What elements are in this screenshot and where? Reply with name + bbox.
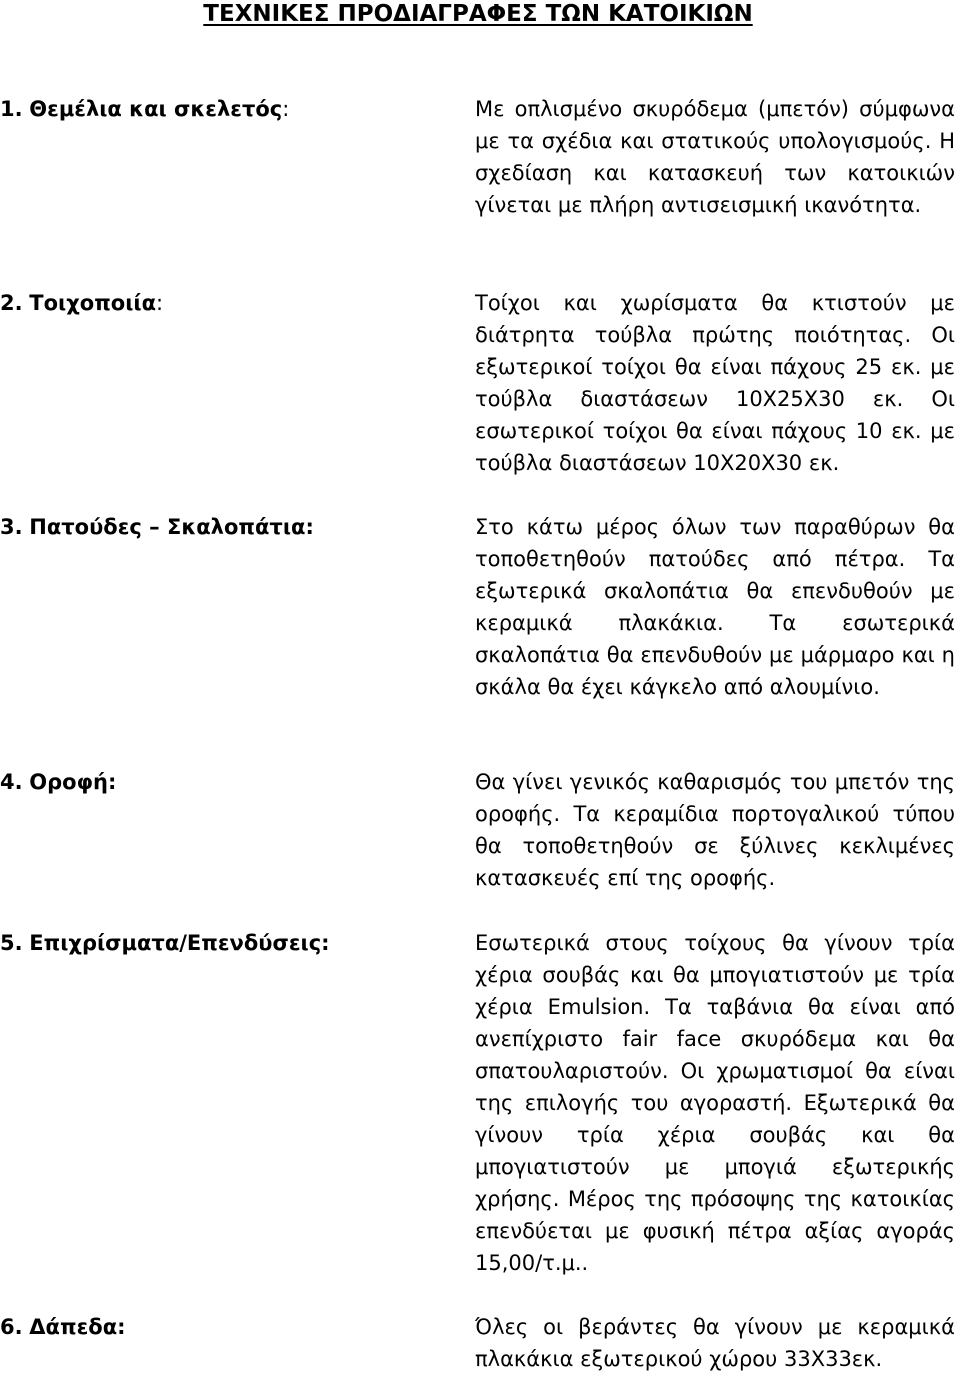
section-heading bbox=[0, 1311, 126, 1343]
section-text: Όλες οι βεράντες θα γίνουν με κεραμικά πλακάκια εξωτερικού χώρου 33Χ33εκ. bbox=[475, 1315, 955, 1371]
section-name: Τοιχοποιία bbox=[29, 291, 157, 315]
section-heading bbox=[0, 511, 314, 543]
section-name: Πατούδες – Σκαλοπάτια: bbox=[29, 515, 314, 539]
section-text: Θα γίνει γενικός καθαρισμός του μπετόν της οροφής. Τα κεραμίδια πορτογαλικού τύπου θα τοποθετηθούν σε ξύλινες κεκλιμένες κατασκευές επί της οροφής. bbox=[475, 770, 955, 890]
section-name: Οροφή: bbox=[29, 770, 117, 794]
section-suffix: : bbox=[282, 97, 290, 121]
section-number: 3. bbox=[0, 515, 23, 539]
section-heading bbox=[0, 287, 163, 319]
section-heading bbox=[0, 927, 330, 959]
section-number: 6. bbox=[0, 1315, 23, 1339]
section-number: 4. bbox=[0, 770, 23, 794]
document-title: ΤΕΧΝΙΚΕΣ ΠΡΟΔΙΑΓΡΑΦΕΣ ΤΩΝ ΚΑΤΟΙΚΙΩΝ bbox=[203, 1, 753, 27]
section-suffix: : bbox=[156, 291, 164, 315]
section-text: Στο κάτω μέρος όλων των παραθύρων θα τοποθετηθούν πατούδες από πέτρα. Τα εξωτερικά σκαλοπάτια θα επενδυθούν με κεραμικά πλακάκια. Τα εσωτερικά σκαλοπάτια θα επενδυθούν με μάρμαρο και η σκάλα θα έχει κάγκελο από αλουμίνιο. bbox=[475, 515, 955, 699]
section-number: 2. bbox=[0, 291, 23, 315]
section-heading bbox=[0, 93, 289, 125]
section-name: Δάπεδα: bbox=[29, 1315, 126, 1339]
section-number: 5. bbox=[0, 931, 23, 955]
section-name: Επιχρίσματα/Επενδύσεις: bbox=[29, 931, 330, 955]
section-name: Θεμέλια και σκελετός bbox=[29, 97, 283, 121]
section-number: 1. bbox=[0, 97, 23, 121]
section-text: Με οπλισμένο σκυρόδεμα (μπετόν) σύμφωνα με τα σχέδια και στατικούς υπολογισμούς. Η σχεδίαση και κατασκευή των κατοικιών γίνεται με πλήρη αντισεισμική ικανότητα. bbox=[475, 97, 955, 217]
section-text: Τοίχοι και χωρίσματα θα κτιστούν με διάτρητα τούβλα πρώτης ποιότητας. Οι εξωτερικοί τοίχοι θα είναι πάχους 25 εκ. με τούβλα διαστάσεων 10Χ25Χ30 εκ. Οι εσωτερικοί τοίχοι θα είναι πάχους 10 εκ. με τούβλα διαστάσεων 10Χ20Χ30 εκ. bbox=[475, 291, 955, 475]
section-heading bbox=[0, 766, 116, 798]
section-text: Εσωτερικά στους τοίχους θα γίνουν τρία χέρια σουβάς και θα μπογιατιστούν με τρία χέρια Emulsion. Τα ταβάνια θα είναι από ανεπίχριστο fair face σκυρόδεμα και θα σπατουλαριστούν. Οι χρωματισμοί θα είναι της επιλογής του αγοραστή. Εξωτερικά θα γίνουν τρία χέρια σουβάς και θα μπογιατιστούν με μπογιά εξωτερικής χρήσης. Μέρος της πρόσοψης της κατοικίας επενδύεται με φυσική πέτρα αξίας αγοράς 15,00/τ.μ.. bbox=[475, 931, 955, 1275]
